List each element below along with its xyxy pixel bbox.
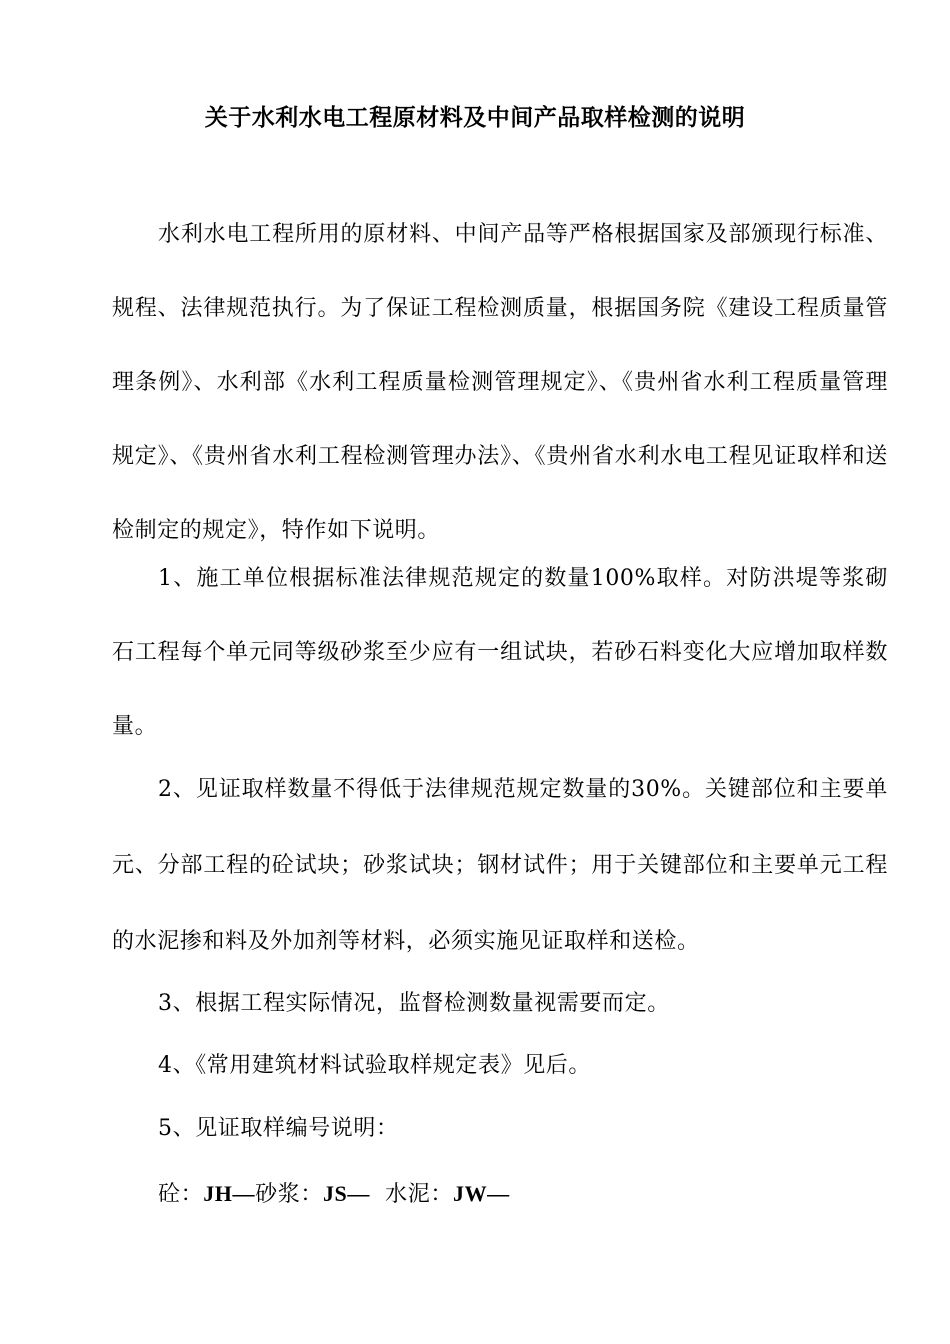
item-5-paragraph: 5、见证取样编号说明： (158, 1116, 399, 1141)
cement-label: 水泥： (385, 1182, 453, 1207)
concrete-code: JH— (203, 1181, 256, 1206)
item-1-paragraph: 1、施工单位根据标准法律规范规定的数量100%取样。对防洪堤等浆砌石工程每个单元同等级砂浆至少应有一组试块，若砂石料变化大应增加取样数量。 (112, 566, 888, 739)
document-title: 关于水利水电工程原材料及中间产品取样检测的说明 (204, 105, 746, 131)
sample-code-line (158, 1174, 510, 1215)
item-2-paragraph: 2、见证取样数量不得低于法律规范规定数量的30%。关键部位和主要单元、分部工程的砼试块；砂浆试块；钢材试件；用于关键部位和主要单元工程的水泥掺和料及外加剂等材料，必须实施见证取样和送检。 (112, 777, 888, 954)
concrete-label: 砼： (158, 1182, 204, 1207)
mortar-label: 砂浆： (255, 1182, 323, 1207)
item-4-paragraph: 4、《常用建筑材料试验取样规定表》见后。 (158, 1053, 591, 1078)
item-3-paragraph: 3、根据工程实际情况，监督检测数量视需要而定。 (158, 991, 670, 1016)
cement-code: JW— (452, 1181, 510, 1206)
mortar-code: JS— (322, 1181, 370, 1206)
intro-paragraph: 水利水电工程所用的原材料、中间产品等严格根据国家及部颁现行标准、规程、法律规范执行。为了保证工程检测质量，根据国务院《建设工程质量管理条例》、水利部《水利工程质量检测管理规定》、《贵州省水利工程质量管理规定》、《贵州省水利工程检测管理办法》、《贵州省水利水电工程见证取样和送检制定的规定》，特作如下说明。 (112, 222, 888, 543)
